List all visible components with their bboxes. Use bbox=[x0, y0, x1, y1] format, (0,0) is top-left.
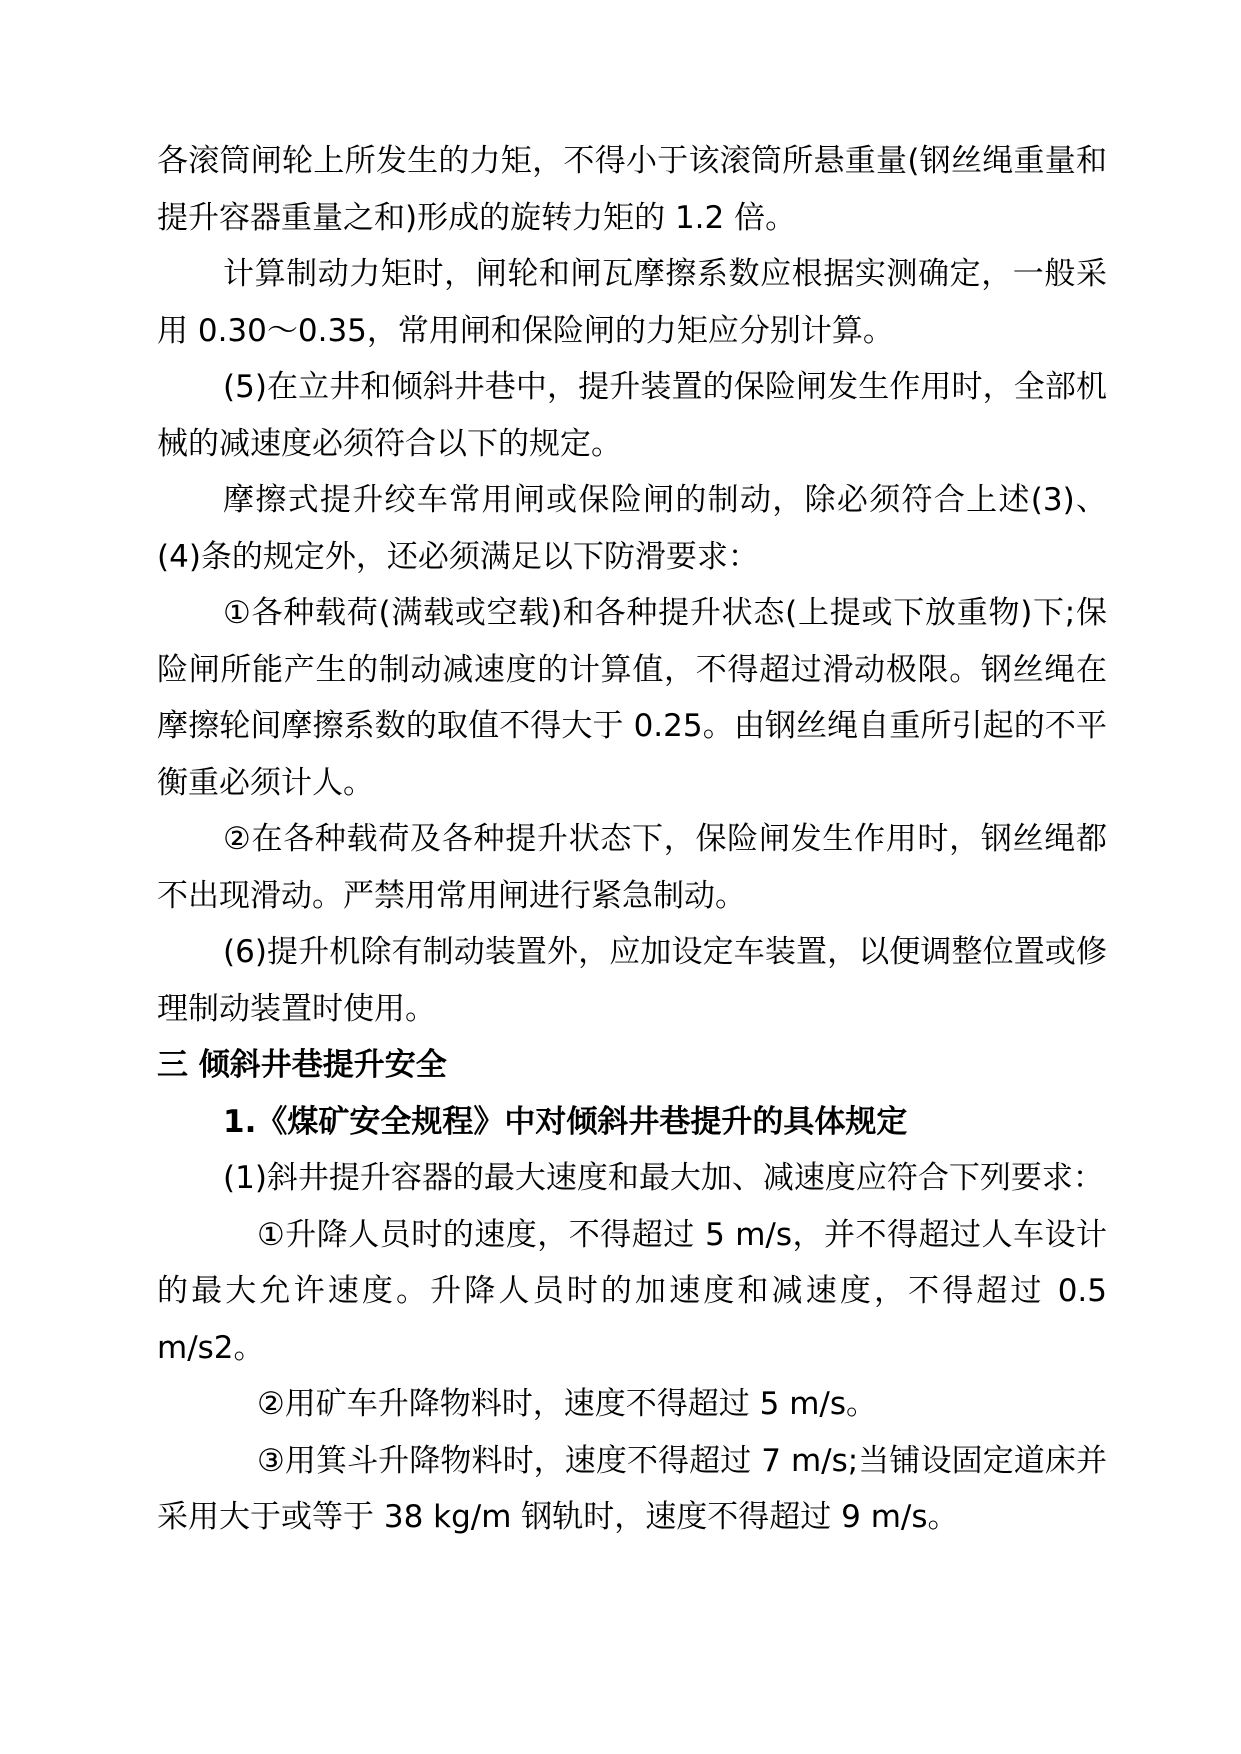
document-page bbox=[157, 133, 1107, 1546]
paragraph-friction-hoist: 摩擦式提升绞车常用闸或保险闸的制动，除必须符合上述(3)、(4)条的规定外，还必须满足以下防滑要求： bbox=[157, 482, 1107, 575]
paragraph-incline-item-3: ③用箕斗升降物料时，速度不得超过 7 m/s;当铺设固定道床并采用大于或等于 38 kg/m 钢轨时，速度不得超过 9 m/s。 bbox=[157, 1442, 1107, 1535]
paragraph-friction-coefficient: 计算制动力矩时，闸轮和闸瓦摩擦系数应根据实测确定，一般采用 0.30～0.35，常用闸和保险闸的力矩应分别计算。 bbox=[157, 256, 1107, 349]
paragraph-rule-6: (6)提升机除有制动装置外，应加设定车装置，以便调整位置或修理制动装置时使用。 bbox=[157, 934, 1107, 1027]
sub-heading: 1.《煤矿安全规程》中对倾斜井巷提升的具体规定 bbox=[223, 1103, 908, 1140]
paragraph-brake-torque: 各滚筒闸轮上所发生的力矩，不得小于该滚筒所悬重量(钢丝绳重量和提升容器重量之和)形成的旋转力矩的 1.2 倍。 bbox=[157, 143, 1107, 236]
paragraph-rule-5: (5)在立井和倾斜井巷中，提升装置的保险闸发生作用时，全部机械的减速度必须符合以下的规定。 bbox=[157, 369, 1107, 462]
paragraph-item-1: ①各种载荷(满载或空载)和各种提升状态(上提或下放重物)下;保险闸所能产生的制动减速度的计算值，不得超过滑动极限。钢丝绳在摩擦轮间摩擦系数的取值不得大于 0.25。由钢丝绳自重所引起的不平衡重必须计人。 bbox=[157, 595, 1107, 801]
paragraph-incline-item-1: ①升降人员时的速度，不得超过 5 m/s，并不得超过人车设计的最大允许速度。升降人员时的加速度和减速度，不得超过 0.5 m/s2。 bbox=[157, 1216, 1107, 1366]
paragraph-incline-item-2: ②用矿车升降物料时，速度不得超过 5 m/s。 bbox=[257, 1386, 878, 1422]
paragraph-item-2: ②在各种载荷及各种提升状态下，保险闸发生作用时，钢丝绳都不出现滑动。严禁用常用闸进行紧急制动。 bbox=[157, 821, 1107, 914]
section-heading: 三 倾斜井巷提升安全 bbox=[157, 1047, 447, 1083]
paragraph-incline-rule-1: (1)斜井提升容器的最大速度和最大加、减速度应符合下列要求： bbox=[223, 1160, 1104, 1196]
